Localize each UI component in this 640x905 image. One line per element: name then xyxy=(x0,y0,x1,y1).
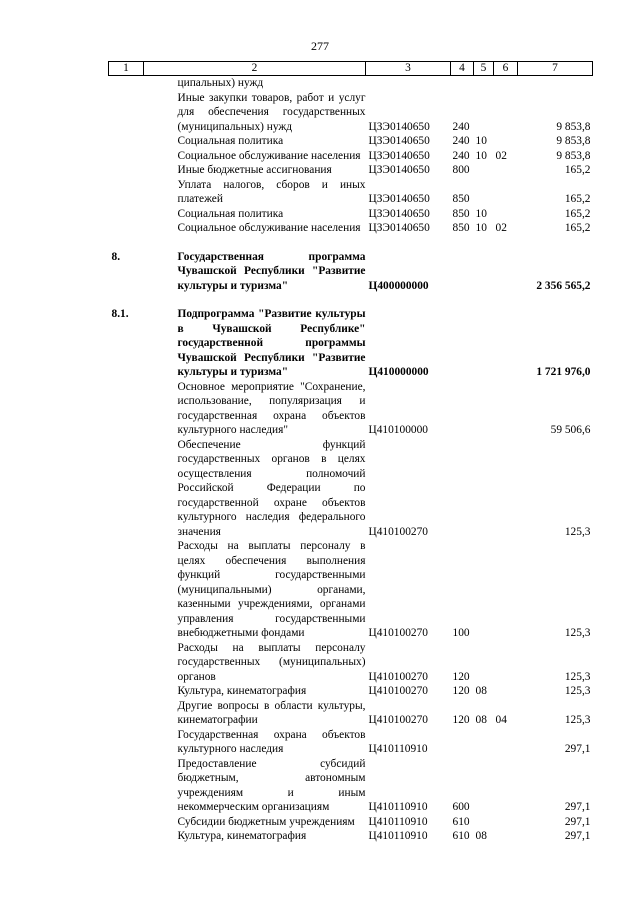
header-cell: 7 xyxy=(518,62,593,76)
table-row xyxy=(109,293,593,380)
table-row xyxy=(109,76,593,91)
row-number xyxy=(109,699,144,728)
row-section xyxy=(474,380,494,438)
row-section xyxy=(474,728,494,757)
row-code: Ц410100000 xyxy=(368,424,428,436)
row-expense-type xyxy=(451,438,474,540)
row-code: Ц410100270 xyxy=(368,685,428,697)
row-expense-type: 100 xyxy=(452,627,470,639)
row-code: Ц410100270 xyxy=(368,670,428,683)
budget-table xyxy=(108,61,593,844)
row-section: 10 xyxy=(475,207,487,220)
row-name: Социальное обслуживание населения xyxy=(177,149,361,162)
row-subsection xyxy=(494,91,518,135)
table-row xyxy=(109,815,593,830)
header-row xyxy=(109,62,593,76)
row-name: Культура, кинематография xyxy=(177,685,307,697)
row-sum: 297,1 xyxy=(564,815,591,828)
row-code: ЦЗЭ0140650 xyxy=(368,120,430,133)
header-cell: 2 xyxy=(144,62,366,76)
row-name: ципальных) нужд xyxy=(177,77,264,89)
row-sum: 9 853,8 xyxy=(556,120,591,133)
row-sum: 125,3 xyxy=(564,525,591,538)
table-row xyxy=(109,149,593,164)
row-subsection xyxy=(494,380,518,438)
row-name: Социальное обслуживание населения xyxy=(177,222,361,234)
row-name: Обеспечение функций государственных органов в целях осуществления полномочий Российской Федерации по государственной охране объектов культурного наследия федерального значения xyxy=(177,438,366,538)
row-number xyxy=(109,438,144,540)
row-code: ЦЗЭ0140650 xyxy=(368,149,430,162)
row-code: Ц410110910 xyxy=(368,815,428,828)
row-section xyxy=(474,236,494,294)
row-subsection xyxy=(494,236,518,294)
row-name: Расходы на выплаты персоналу в целях обеспечения выполнения функций государственными (муниципальными) органами, казенными учреждениями, органами управления государственными внебюджетными фондами xyxy=(177,540,366,639)
row-subsection xyxy=(494,438,518,540)
row-subsection xyxy=(494,728,518,757)
row-sum: 125,3 xyxy=(564,627,591,639)
table-row xyxy=(109,380,593,438)
table-row xyxy=(109,91,593,135)
row-section xyxy=(474,178,494,207)
row-section: 08 xyxy=(475,830,487,842)
row-expense-type xyxy=(451,293,474,380)
row-subsection: 04 xyxy=(495,714,507,726)
row-name: Государственная охрана объектов культурного наследия xyxy=(177,728,366,755)
row-section: 10 xyxy=(475,149,487,162)
row-subsection xyxy=(494,641,518,685)
row-number xyxy=(109,684,144,699)
row-number xyxy=(109,163,144,178)
row-expense-type xyxy=(451,728,474,757)
row-expense-type: 850 xyxy=(452,222,470,234)
row-sum: 1 721 976,0 xyxy=(536,366,591,378)
row-sum: 297,1 xyxy=(564,743,591,755)
row-number xyxy=(109,728,144,757)
row-sum: 165,2 xyxy=(564,207,591,220)
row-sum: 165,2 xyxy=(564,193,591,205)
row-expense-type xyxy=(451,76,474,91)
row-subsection xyxy=(494,178,518,207)
row-subsection xyxy=(494,684,518,699)
row-number xyxy=(109,539,144,641)
row-code: ЦЗЭ0140650 xyxy=(368,207,430,220)
row-subsection xyxy=(494,539,518,641)
row-sum: 165,2 xyxy=(564,164,591,176)
table-row xyxy=(109,684,593,699)
row-section xyxy=(474,293,494,380)
table-row xyxy=(109,829,593,844)
table-row xyxy=(109,207,593,222)
row-name: Иные закупки товаров, работ и услуг для обеспечения государственных (муниципальных) нужд xyxy=(177,91,366,133)
row-subsection: 02 xyxy=(495,222,507,234)
row-number xyxy=(109,221,144,236)
row-name: Подпрограмма "Развитие культуры в Чувашской Республике" государственной программы Чувашской Республики "Развитие культуры и туризма" xyxy=(177,308,366,378)
row-subsection xyxy=(494,134,518,149)
row-section: 08 xyxy=(475,714,487,726)
row-sum: 125,3 xyxy=(564,685,591,697)
row-name: Субсидии бюджетным учреждениям xyxy=(177,815,355,828)
row-number xyxy=(109,207,144,222)
row-expense-type xyxy=(451,380,474,438)
row-number xyxy=(109,178,144,207)
header-cell: 1 xyxy=(109,62,144,76)
row-section xyxy=(474,815,494,830)
header-cell: 4 xyxy=(451,62,474,76)
row-sum: 59 506,6 xyxy=(550,424,591,436)
row-section: 10 xyxy=(475,135,487,147)
row-number xyxy=(109,641,144,685)
header-cell: 6 xyxy=(494,62,518,76)
row-name: Предоставление субсидий бюджетным, автономным учреждениям и иным некоммерческим организациям xyxy=(177,757,366,813)
row-name: Социальная политика xyxy=(177,135,284,147)
table-body xyxy=(109,76,593,844)
row-code: Ц410110910 xyxy=(368,743,428,755)
row-expense-type: 610 xyxy=(452,830,470,842)
row-code: Ц410110910 xyxy=(368,830,428,842)
row-sum xyxy=(518,76,593,91)
row-sum: 9 853,8 xyxy=(556,149,591,162)
row-number xyxy=(109,91,144,135)
table-row xyxy=(109,728,593,757)
row-code: ЦЗЭ0140650 xyxy=(368,135,430,147)
row-section: 10 xyxy=(475,222,487,234)
row-expense-type: 600 xyxy=(452,801,470,813)
row-section xyxy=(474,438,494,540)
table-row xyxy=(109,134,593,149)
row-expense-type: 240 xyxy=(452,135,470,147)
row-subsection: 02 xyxy=(495,149,507,162)
row-section xyxy=(474,91,494,135)
row-code xyxy=(366,76,451,91)
row-number xyxy=(109,829,144,844)
row-code: Ц410110910 xyxy=(368,801,428,813)
row-number xyxy=(109,134,144,149)
row-name: Социальная политика xyxy=(177,207,284,220)
table-row xyxy=(109,539,593,641)
row-subsection xyxy=(494,815,518,830)
row-section xyxy=(474,757,494,815)
row-number xyxy=(109,76,144,91)
row-number: 8. xyxy=(111,250,121,263)
header-cell: 3 xyxy=(366,62,451,76)
row-subsection xyxy=(494,293,518,380)
row-name: Иные бюджетные ассигнования xyxy=(177,164,332,176)
row-sum: 125,3 xyxy=(564,670,591,683)
row-name: Основное мероприятие "Сохранение, использование, популяризация и государственная охрана объектов культурного наследия" xyxy=(177,380,366,436)
row-number xyxy=(109,380,144,438)
row-sum: 125,3 xyxy=(564,714,591,726)
table-row xyxy=(109,757,593,815)
row-subsection xyxy=(494,76,518,91)
row-section xyxy=(474,641,494,685)
row-subsection xyxy=(494,207,518,222)
row-number: 8.1. xyxy=(111,308,129,320)
row-sum: 2 356 565,2 xyxy=(536,279,591,292)
row-expense-type: 800 xyxy=(452,164,470,176)
row-code: Ц410100270 xyxy=(368,627,428,639)
row-subsection xyxy=(494,163,518,178)
row-name: Культура, кинематография xyxy=(177,830,307,842)
row-section xyxy=(474,163,494,178)
row-code: Ц410100270 xyxy=(368,714,428,726)
row-number xyxy=(109,815,144,830)
row-section xyxy=(474,76,494,91)
row-name: Расходы на выплаты персоналу государственных (муниципальных) органов xyxy=(177,641,366,683)
table-row xyxy=(109,699,593,728)
row-expense-type: 850 xyxy=(452,207,470,220)
table-row xyxy=(109,178,593,207)
row-name: Государственная программа Чувашской Республики "Развитие культуры и туризма" xyxy=(177,250,366,292)
row-code: ЦЗЭ0140650 xyxy=(368,222,430,234)
row-expense-type: 120 xyxy=(452,670,470,683)
row-expense-type: 610 xyxy=(452,815,470,828)
row-sum: 297,1 xyxy=(564,801,591,813)
row-sum: 297,1 xyxy=(564,830,591,842)
page-number: 277 xyxy=(311,39,329,53)
table-row xyxy=(109,236,593,294)
row-sum: 9 853,8 xyxy=(556,135,591,147)
row-code: Ц410100270 xyxy=(368,525,428,538)
table-row xyxy=(109,163,593,178)
row-code: Ц410000000 xyxy=(368,366,429,378)
table-row xyxy=(109,221,593,236)
row-section xyxy=(474,539,494,641)
row-section: 08 xyxy=(475,685,487,697)
row-code: Ц400000000 xyxy=(368,279,429,292)
row-expense-type: 240 xyxy=(452,120,470,133)
row-sum: 165,2 xyxy=(564,222,591,234)
row-code: ЦЗЭ0140650 xyxy=(368,193,430,205)
row-expense-type: 850 xyxy=(452,193,470,205)
row-expense-type: 120 xyxy=(452,714,470,726)
table-row xyxy=(109,438,593,540)
row-number xyxy=(109,757,144,815)
row-expense-type xyxy=(451,236,474,294)
row-code: ЦЗЭ0140650 xyxy=(368,164,430,176)
row-name: Уплата налогов, сборов и иных платежей xyxy=(177,178,366,205)
table-row xyxy=(109,641,593,685)
row-expense-type: 120 xyxy=(452,685,470,697)
row-subsection xyxy=(494,757,518,815)
header-cell: 5 xyxy=(474,62,494,76)
row-expense-type: 240 xyxy=(452,149,470,162)
row-subsection xyxy=(494,829,518,844)
row-number xyxy=(109,149,144,164)
row-name: Другие вопросы в области культуры, кинематографии xyxy=(177,699,366,726)
